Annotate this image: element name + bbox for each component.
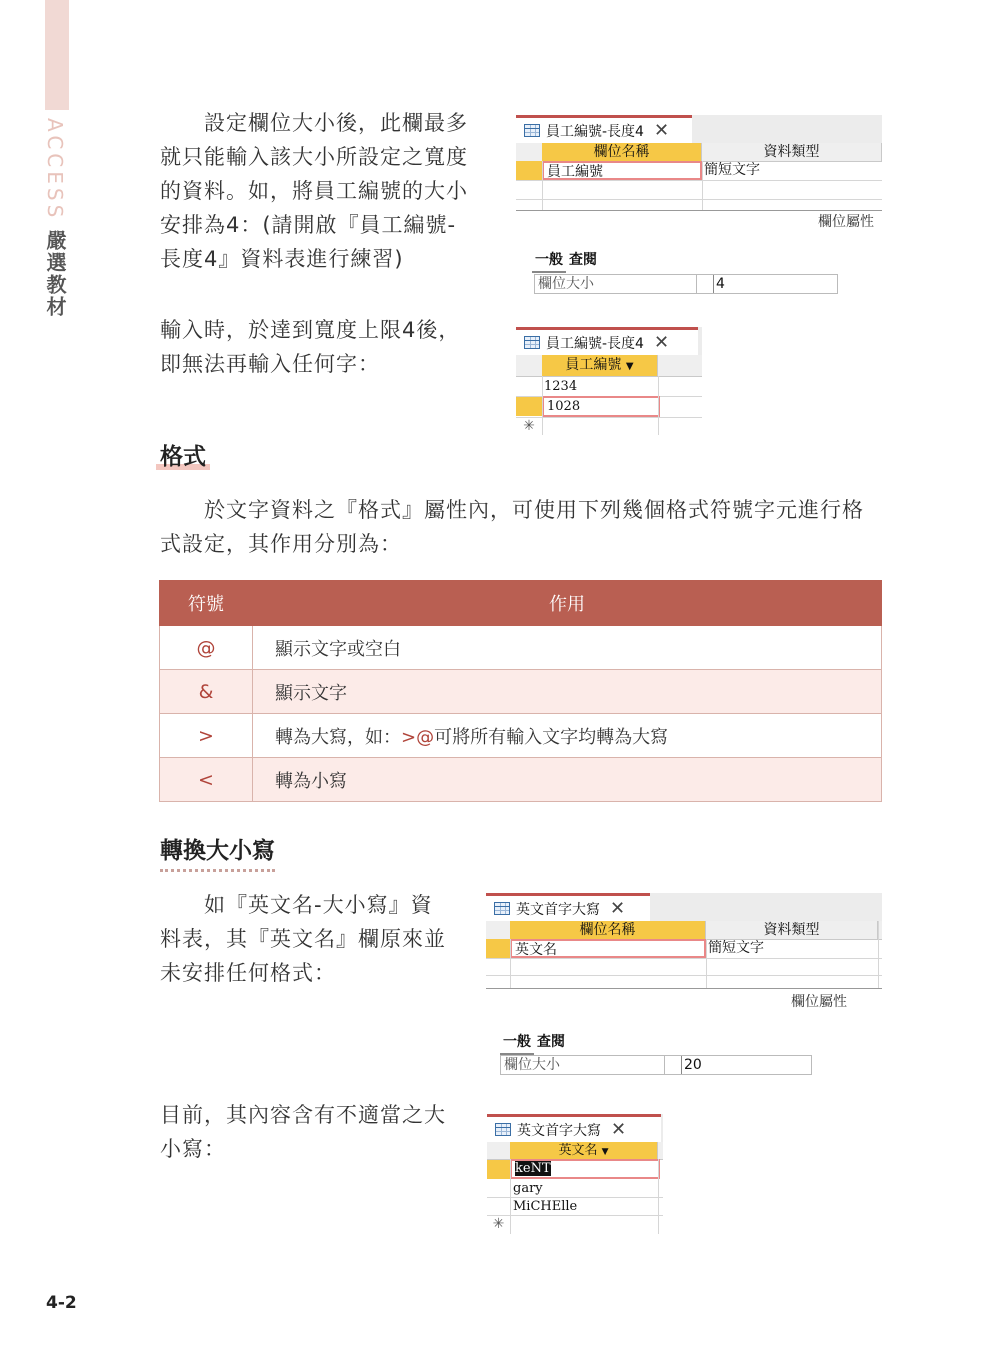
col-header-english-name[interactable]: 英文名 ▼	[510, 1142, 658, 1159]
close-icon[interactable]: ✕	[653, 120, 670, 141]
col-header-data-type[interactable]: 資料類型	[702, 143, 882, 161]
field-properties-label: 欄位屬性	[818, 214, 874, 230]
field-size-after: 輸入時，於達到寬度上限4後， 即無法再輸入任何字：	[160, 318, 461, 376]
tab-general[interactable]: 一般	[500, 1029, 534, 1055]
table-tab[interactable]: 員工編號-長度4 ✕	[516, 115, 692, 143]
prop-value-input[interactable]: 4	[713, 275, 725, 293]
row-selector[interactable]	[516, 397, 542, 416]
datasheet-window-2	[487, 1114, 663, 1234]
close-icon[interactable]: ✕	[611, 1119, 627, 1140]
tab-general[interactable]: 一般	[532, 247, 566, 273]
design-view-window-1	[516, 115, 882, 297]
table-icon	[495, 1123, 511, 1136]
col-header-field-name[interactable]: 欄位名稱	[542, 143, 702, 161]
table-tab[interactable]: 員工編號-長度4 ✕	[516, 327, 698, 355]
close-icon[interactable]: ✕	[610, 898, 626, 919]
tab-lookup[interactable]: 查閱	[569, 252, 597, 268]
table-tab[interactable]: 英文首字大寫 ✕	[486, 893, 650, 921]
table-row: > 轉為大寫，如：>@可將所有輸入文字均轉為大寫	[160, 714, 882, 758]
field-size-intro: 設定欄位大小後，此欄最多 就只能輸入該大小所設定之寬度 的資料。如，將員工編號的大小 安排為4：(請開啟『員工編號- 長度4』資料表進行練習)	[160, 111, 468, 271]
datasheet-window-1	[516, 327, 702, 435]
table-icon	[524, 336, 540, 349]
table-row-editing[interactable]: keNT	[510, 1159, 660, 1179]
prop-key: 欄位大小	[501, 1056, 665, 1074]
col-header-effect: 作用	[253, 581, 882, 626]
table-tab[interactable]: 英文首字大寫 ✕	[487, 1114, 661, 1142]
case-conversion-heading: 轉換大小寫	[160, 832, 275, 872]
data-type-cell[interactable]: 簡短文字	[708, 940, 764, 956]
row-selector[interactable]	[487, 1160, 510, 1179]
side-subtitle: 嚴選教材	[43, 229, 67, 318]
side-color-bar	[45, 0, 69, 110]
format-symbol-table	[159, 580, 882, 802]
row-selector[interactable]	[486, 939, 510, 958]
table-row[interactable]: gary	[513, 1181, 543, 1196]
dropdown-arrow-icon[interactable]: ▼	[601, 1147, 609, 1157]
data-type-cell[interactable]: 簡短文字	[704, 162, 760, 178]
field-name-cell[interactable]: 員工編號	[542, 161, 702, 180]
table-row[interactable]: 1234	[544, 379, 578, 394]
design-view-window-2	[486, 893, 882, 1079]
side-brand: ACCESS	[43, 118, 67, 222]
row-selector[interactable]	[516, 161, 542, 180]
case-after: 目前，其內容含有不適當之大 小寫：	[160, 1103, 446, 1161]
format-heading: 格式	[160, 438, 206, 471]
prop-key: 欄位大小	[535, 275, 697, 293]
col-header-data-type[interactable]: 資料類型	[706, 921, 878, 939]
new-record-icon: ✳	[523, 418, 535, 434]
prop-field-size	[500, 1055, 812, 1075]
table-row: < 轉為小寫	[160, 758, 882, 802]
dropdown-arrow-icon[interactable]: ▼	[625, 361, 634, 372]
page-number: 4-2	[46, 1293, 77, 1313]
table-row: @ 顯示文字或空白	[160, 626, 882, 670]
case-intro: 如『英文名-大小寫』資 料表，其『英文名』欄原來並 未安排任何格式：	[160, 893, 446, 985]
tab-lookup[interactable]: 查閱	[537, 1034, 565, 1050]
table-icon	[524, 124, 540, 137]
prop-value-input[interactable]: 20	[681, 1056, 702, 1074]
table-header-row	[160, 581, 882, 626]
field-name-cell[interactable]: 英文名	[510, 939, 706, 958]
side-title	[44, 118, 70, 318]
field-properties-label: 欄位屬性	[791, 994, 847, 1010]
col-header-field-name[interactable]: 欄位名稱	[510, 921, 706, 939]
col-header-symbol: 符號	[160, 581, 253, 626]
table-row-editing[interactable]: 1028	[542, 396, 660, 417]
format-intro: 於文字資料之『格式』屬性內，可使用下列幾個格式符號字元進行格 式設定，其作用分別為：	[160, 498, 864, 556]
close-icon[interactable]: ✕	[653, 332, 670, 353]
table-icon	[494, 902, 510, 915]
new-record-icon: ✳	[492, 1216, 505, 1232]
prop-field-size	[534, 274, 838, 294]
table-row[interactable]: MiCHElle	[513, 1199, 578, 1214]
col-header-employee-id[interactable]: 員工編號 ▼	[542, 355, 658, 376]
table-row: & 顯示文字	[160, 670, 882, 714]
